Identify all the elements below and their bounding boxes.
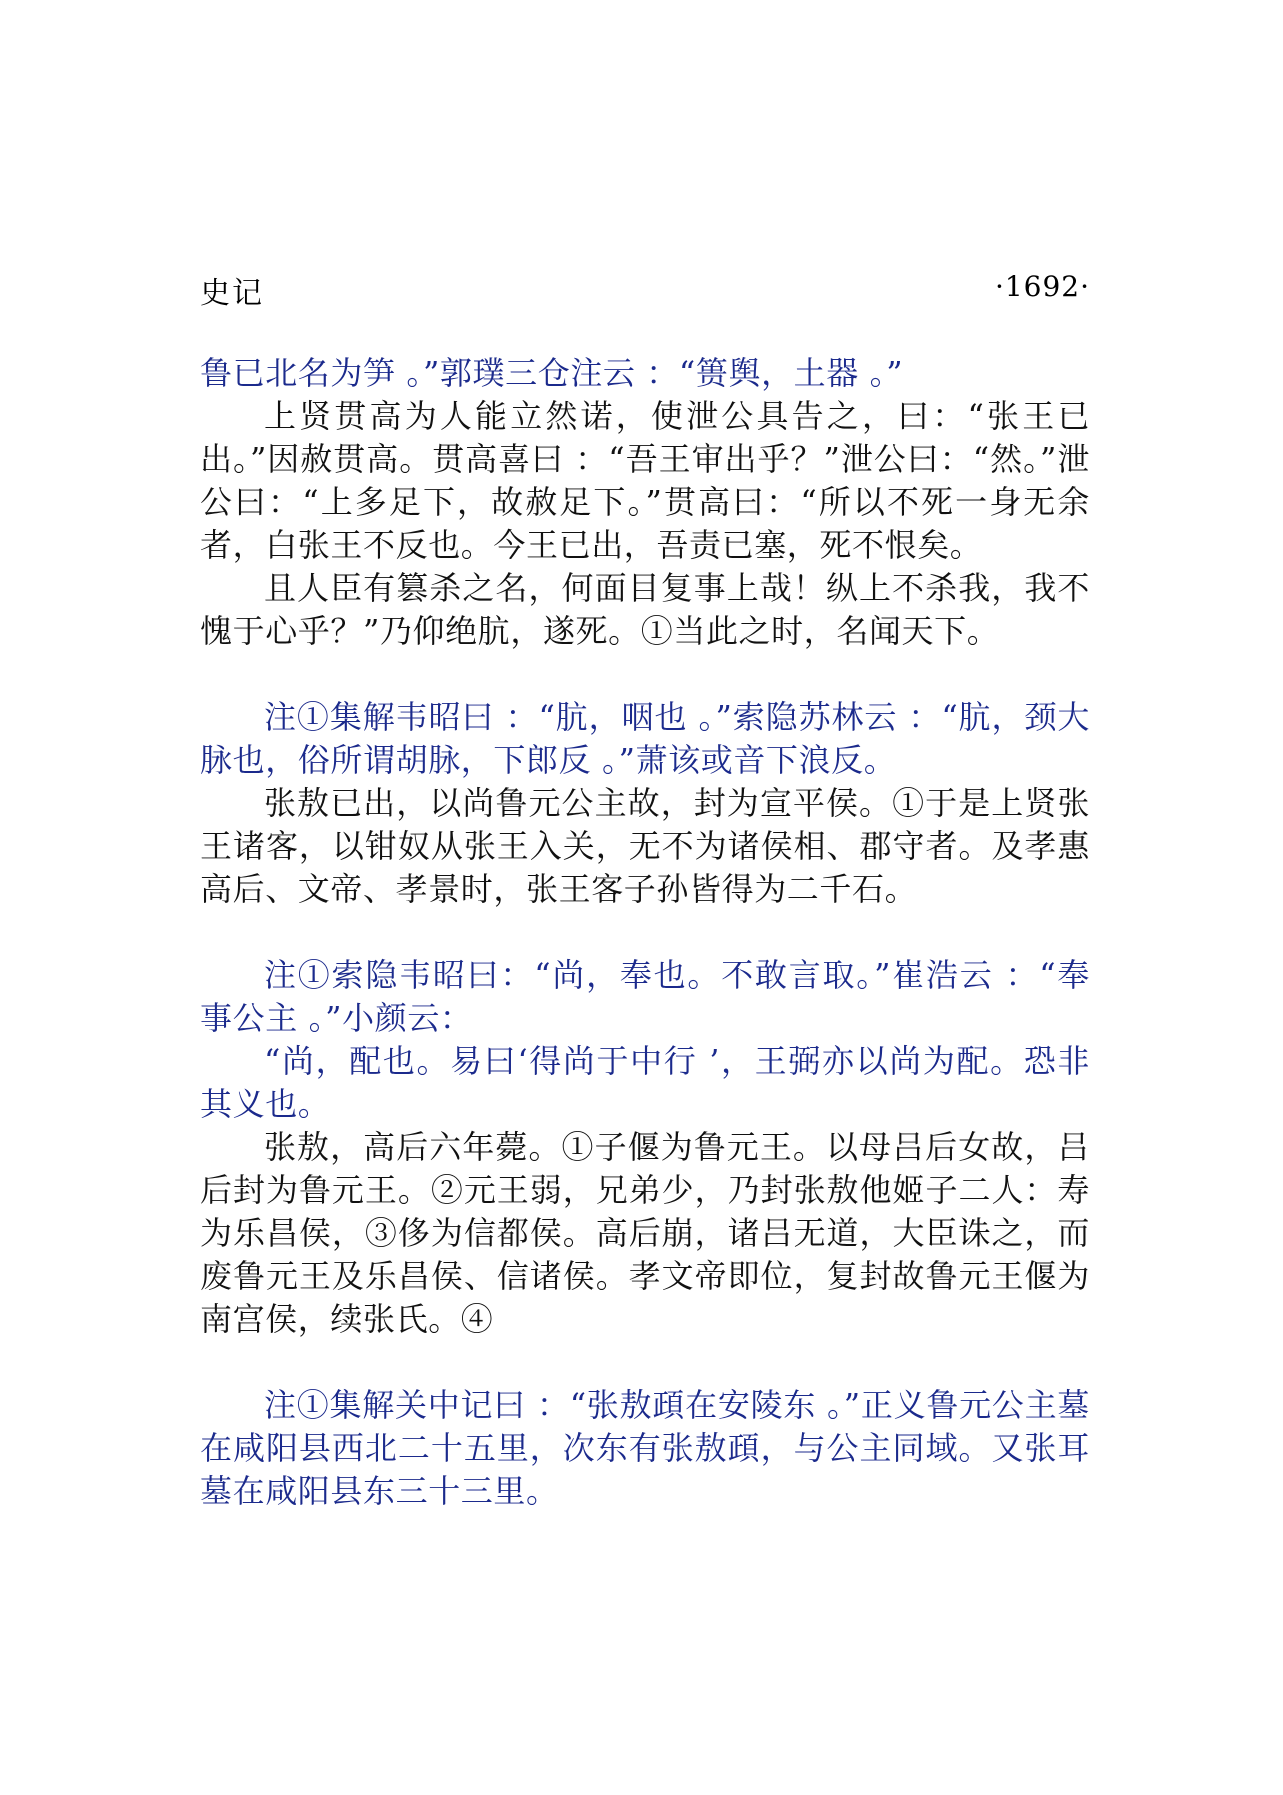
page-body xyxy=(200,352,1090,1513)
body-paragraph: 且人臣有篡杀之名，何面目复事上哉！纵上不杀我，我不愧于心乎？”乃仰绝肮，遂死。①当此之时，名闻天下。 xyxy=(200,569,1090,650)
body-paragraph: 上贤贯高为人能立然诺，使泄公具告之，曰：“张王已出。”因赦贯高。贯高喜曰 ：“吾王审出乎？”泄公曰：“然。”泄公曰：“上多足下，故赦足下。”贯高曰：“所以不死一身无余者，白张王不反也。今王已出，吾责已塞，死不恨矣。 xyxy=(200,397,1090,564)
book-title: 史记 xyxy=(200,276,264,311)
page-header xyxy=(200,268,1090,311)
body-paragraph: 张敖，高后六年薨。①子偃为鲁元王。以母吕后女故，吕后封为鲁元王。②元王弱，兄弟少，乃封张敖他姬子二人：寿为乐昌侯，③侈为信都侯。高后崩，诸吕无道，大臣诛之，而废鲁元王及乐昌侯、信诸侯。孝文帝即位，复封故鲁元王偃为南宫侯，续张氏。④ xyxy=(200,1128,1090,1338)
note-paragraph: 注①索隐韦昭曰：“尚，奉也。不敢言取。”崔浩云 ：“奉事公主 。”小颜云： xyxy=(200,956,1090,1037)
paragraph-gap xyxy=(200,1341,1090,1384)
paragraph-gap xyxy=(200,653,1090,696)
page-number: ·1692· xyxy=(994,270,1090,303)
body-paragraph: 张敖已出，以尚鲁元公主故，封为宣平侯。①于是上贤张王诸客，以钳奴从张王入关，无不为诸侯相、郡守者。及孝惠高后、文帝、孝景时，张王客子孙皆得为二千石。 xyxy=(200,784,1090,908)
paragraph-gap xyxy=(200,911,1090,954)
note-paragraph: 注①集解关中记曰 ：“张敖頙在安陵东 。”正义鲁元公主墓在咸阳县西北二十五里，次东有张敖頙，与公主同域。又张耳墓在咸阳县东三十三里。 xyxy=(200,1386,1090,1510)
note-paragraph: “尚，配也。易曰‘得尚于中行 ’，王弼亦以尚为配。恐非其义也。 xyxy=(200,1042,1090,1123)
note-paragraph: 鲁已北名为笋 。”郭璞三仓注云 ：“篑舆，土器 。” xyxy=(200,354,904,392)
note-paragraph: 注①集解韦昭曰 ：“肮，咽也 。”索隐苏林云 ：“肮，颈大脉也，俗所谓胡脉，下郎反 。”萧该或音下浪反。 xyxy=(200,698,1090,779)
